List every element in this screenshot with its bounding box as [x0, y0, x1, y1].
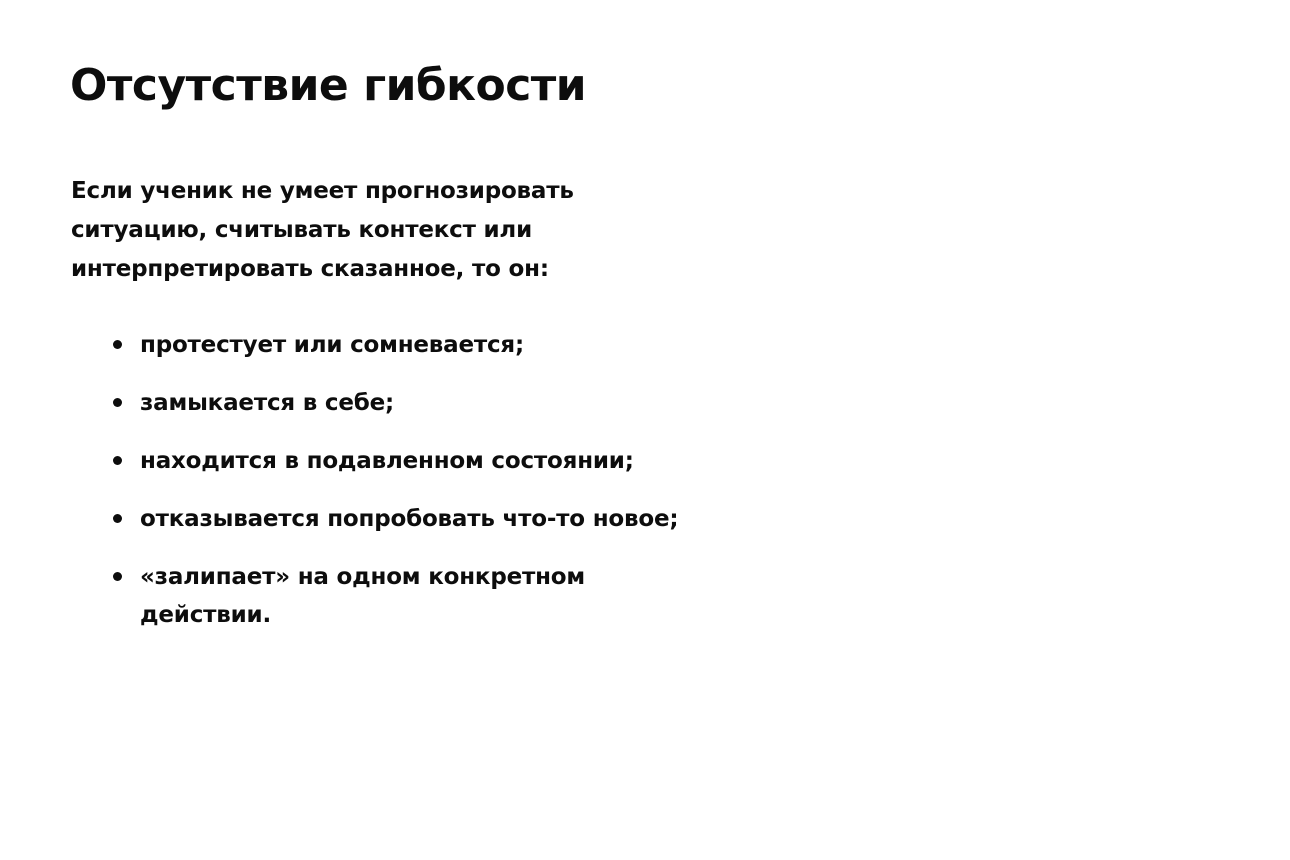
bullet-dot-icon	[113, 340, 122, 349]
list-item	[71, 384, 711, 422]
slide-title: Отсутствие гибкости	[70, 60, 587, 111]
list-item	[71, 326, 711, 364]
bullet-dot-icon	[113, 572, 122, 581]
list-item-text: «залипает» на одном конкретном действии.	[140, 564, 586, 628]
list-item-text: замыкается в себе;	[140, 390, 395, 416]
bullet-dot-icon	[113, 514, 122, 523]
list-item-text: находится в подавленном состоянии;	[140, 448, 634, 474]
list-item	[71, 500, 711, 538]
list-item	[71, 558, 600, 634]
list-item	[71, 442, 711, 480]
list-item-text: отказывается попробовать что-то новое;	[140, 506, 679, 532]
bullet-dot-icon	[113, 398, 122, 407]
list-item-text: протестует или сомневается;	[140, 332, 524, 358]
bullet-list	[71, 326, 711, 654]
bullet-dot-icon	[113, 456, 122, 465]
intro-paragraph: Если ученик не умеет прогнозировать ситуацию, считывать контекст или интерпретировать сказанное, то он:	[71, 178, 574, 282]
